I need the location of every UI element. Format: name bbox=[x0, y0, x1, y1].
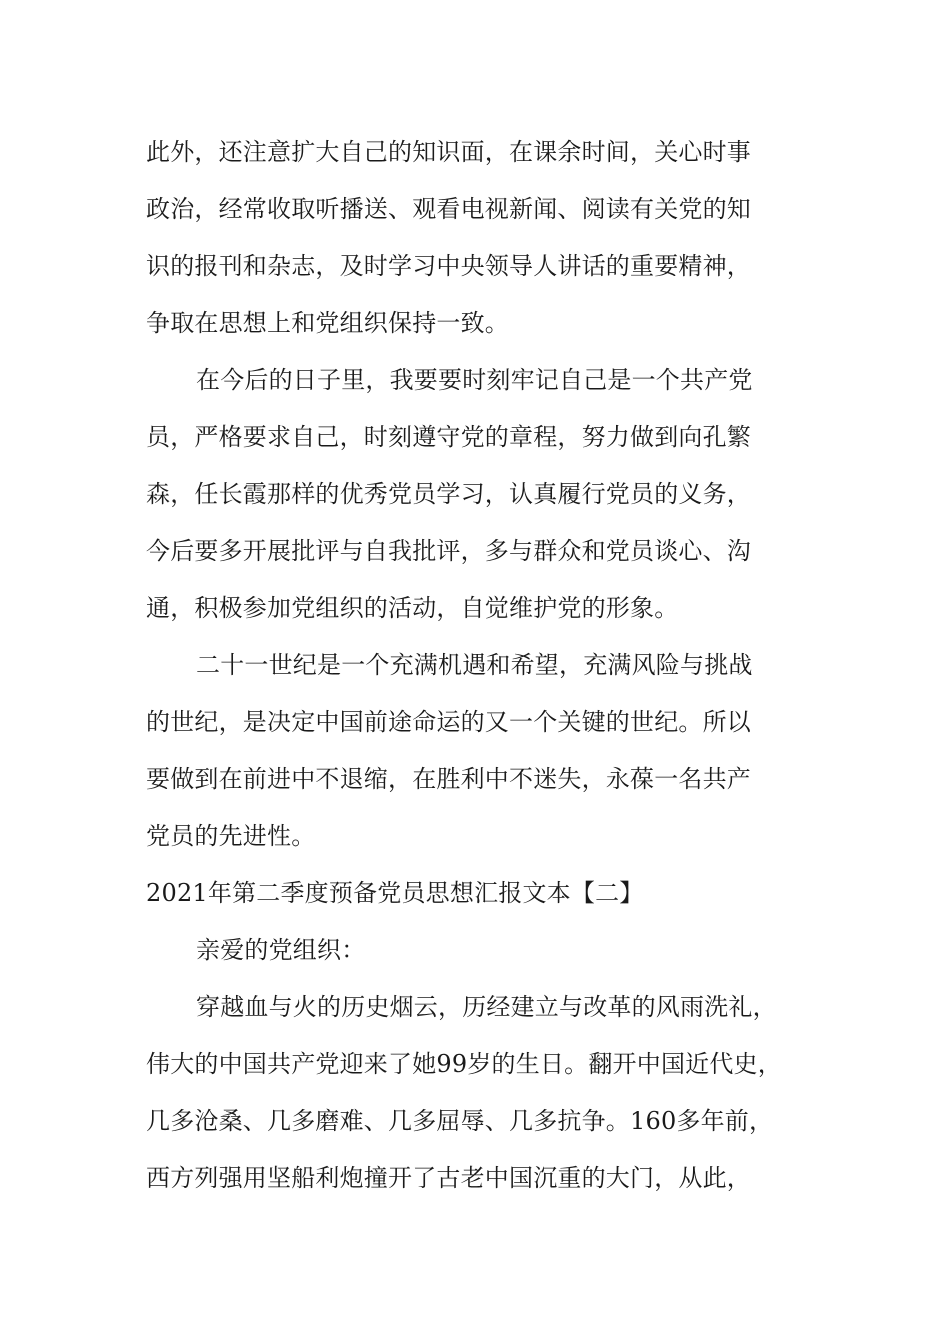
paragraph-line: 今后要多开展批评与自我批评，多与群众和党员谈心、沟 bbox=[146, 537, 751, 565]
section-heading: 2021年第二季度预备党员思想汇报文本【二】 bbox=[146, 879, 644, 907]
paragraph-line: 在今后的日子里，我要要时刻牢记自己是一个共产党 bbox=[196, 366, 753, 394]
paragraph-line: 西方列强用坚船利炮撞开了古老中国沉重的大门，从此， bbox=[146, 1164, 751, 1192]
paragraph-line: 森，任长霞那样的优秀党员学习，认真履行党员的义务， bbox=[146, 480, 751, 508]
paragraph-line: 此外，还注意扩大自己的知识面，在课余时间，关心时事 bbox=[146, 138, 751, 166]
paragraph-line: 员，严格要求自己，时刻遵守党的章程，努力做到向孔繁 bbox=[146, 423, 751, 451]
paragraph-line: 通，积极参加党组织的活动，自觉维护党的形象。 bbox=[146, 594, 679, 622]
paragraph-line: 争取在思想上和党组织保持一致。 bbox=[146, 309, 509, 337]
paragraph-line: 伟大的中国共产党迎来了她99岁的生日。翻开中国近代史， bbox=[146, 1050, 782, 1078]
paragraph-line: 要做到在前进中不退缩，在胜利中不迷失，永葆一名共产 bbox=[146, 765, 751, 793]
paragraph-line: 几多沧桑、几多磨难、几多屈辱、几多抗争。160多年前， bbox=[146, 1107, 774, 1135]
paragraph-line: 的世纪，是决定中国前途命运的又一个关键的世纪。所以 bbox=[146, 708, 751, 736]
paragraph-line: 二十一世纪是一个充满机遇和希望，充满风险与挑战 bbox=[196, 651, 753, 679]
paragraph-line: 穿越血与火的历史烟云，历经建立与改革的风雨洗礼， bbox=[196, 993, 777, 1021]
paragraph-line: 识的报刊和杂志，及时学习中央领导人讲话的重要精神， bbox=[146, 252, 751, 280]
paragraph-line: 政治，经常收取听播送、观看电视新闻、阅读有关党的知 bbox=[146, 195, 751, 223]
paragraph-line: 党员的先进性。 bbox=[146, 822, 316, 850]
salutation: 亲爱的党组织： bbox=[196, 936, 366, 964]
